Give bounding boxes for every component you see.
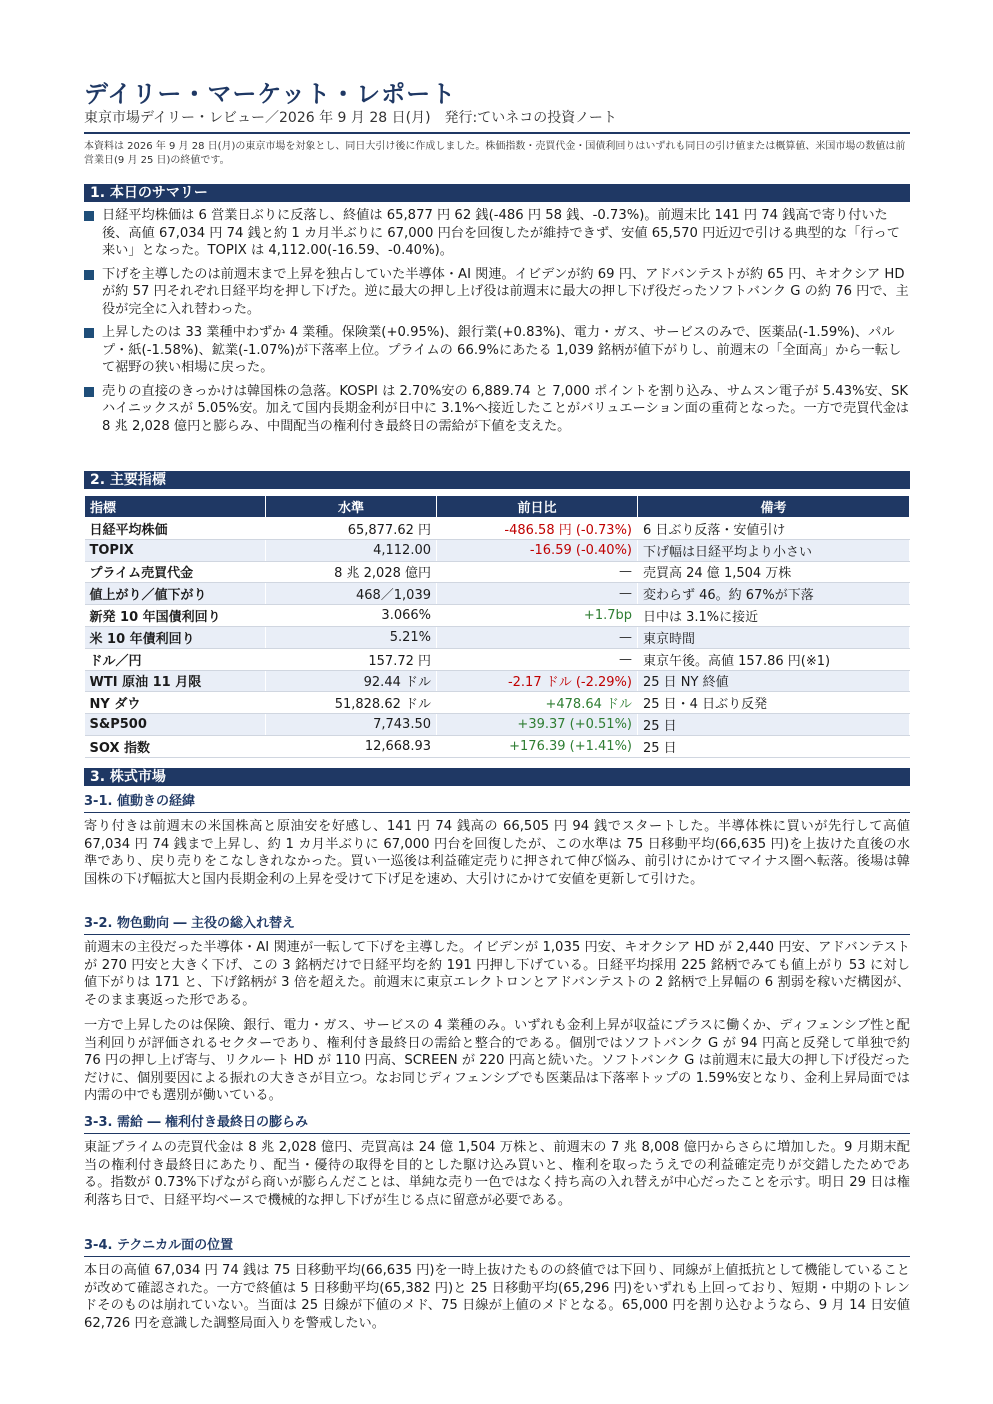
level-cell: 468／1,039 <box>266 583 437 605</box>
note-cell: 25 日 <box>638 714 910 736</box>
note-cell: 25 日 NY 終値 <box>638 670 910 692</box>
summary-bullet <box>84 207 910 260</box>
change-cell: +39.37 (+0.51%) <box>437 714 638 736</box>
indicator-name-cell: 米 10 年債利回り <box>85 626 266 648</box>
page-subtitle: 東京市場デイリー・レビュー／2026 年 9 月 28 日(月) 発行:ていネコの投資ノート <box>84 110 617 126</box>
table-row <box>85 670 910 692</box>
level-cell: 51,828.62 ドル <box>266 692 437 714</box>
indicator-name-cell: 日経平均株価 <box>85 518 266 540</box>
summary-bullet-text: 下げを主導したのは前週末まで上昇を独占していた半導体・AI 関連。イビデンが約 69 円、アドバンテストが約 65 円、キオクシア HD が約 57 円それぞれ日経平均を押し下げた。逆に最大の押し上げ役は前週末に最大の押し下げ役だったソフトバンク G の約 76 円で、主役が完全に入れ替わった。 <box>102 266 909 317</box>
table-row <box>85 561 910 583</box>
indicator-name-cell: TOPIX <box>85 539 266 561</box>
summary-bullet-text: 売りの直接のきっかけは韓国株の急落。KOSPI は 2.70%安の 6,889.74 と 7,000 ポイントを割り込み、サムスン電子が 5.43%安、SK ハイニックスが 5.05%安。加えて国内長期金利が日中に 3.1%へ接近したことがバリュエーション面の重荷となった。一方で売買代金は 8 兆 2,028 億円と膨らみ、中間配当の権利付き最終日の需給が下値を支えた。 <box>102 383 909 434</box>
subsection-heading: 3-3. 需給 ― 権利付き最終日の膨らみ <box>84 1114 910 1134</box>
note-cell: 25 日・4 日ぶり反発 <box>638 692 910 714</box>
note-cell: 売買高 24 億 1,504 万株 <box>638 561 910 583</box>
table-row <box>85 714 910 736</box>
summary-bullets <box>84 207 910 441</box>
indicator-name-cell: NY ダウ <box>85 692 266 714</box>
change-cell: — <box>437 648 638 670</box>
table-row <box>85 648 910 670</box>
column-header-note: 備考 <box>638 496 910 518</box>
table-row <box>85 626 910 648</box>
table-row <box>85 518 910 540</box>
indicators-table <box>84 495 910 758</box>
change-cell: +1.7bp <box>437 605 638 627</box>
table-row <box>85 735 910 757</box>
table-row <box>85 692 910 714</box>
change-cell: -486.58 円 (-0.73%) <box>437 518 638 540</box>
summary-bullet <box>84 266 910 319</box>
column-header-indicator: 指標 <box>85 496 266 518</box>
section-indicators-heading: 2. 主要指標 <box>84 471 910 489</box>
paragraph: 寄り付きは前週末の米国株高と原油安を好感し、141 円 74 銭高の 66,505 円 94 銭でスタートした。半導体株に買いが先行して高値 67,034 円 74 銭まで上昇し、約 1 カ月半ぶりに 67,000 円台を回復したが、この水準は 75 日移動平均(66,635 円)を上抜けた直後の水準であり、戻り売りをこなしきれなかった。買い一巡後は利益確定売りに押されて伸び悩み、前引けにかけてマイナス圏へ転落。後場は韓国株の下げ幅拡大と国内長期金利の上昇を受けて下げ足を速め、大引けにかけて安値を更新して引けた。 <box>84 819 910 887</box>
indicator-name-cell: 新発 10 年国債利回り <box>85 605 266 627</box>
level-cell: 5.21% <box>266 626 437 648</box>
level-cell: 4,112.00 <box>266 539 437 561</box>
indicator-name-cell: プライム売買代金 <box>85 561 266 583</box>
subsection-heading: 3-2. 物色動向 ― 主役の総入れ替え <box>84 915 910 935</box>
indicator-name-cell: 値上がり／値下がり <box>85 583 266 605</box>
level-cell: 92.44 ドル <box>266 670 437 692</box>
note-cell: 日中は 3.1%に接近 <box>638 605 910 627</box>
square-bullet-icon <box>84 387 94 397</box>
summary-bullet <box>84 383 910 436</box>
indicator-name-cell: ドル／円 <box>85 648 266 670</box>
level-cell: 12,668.93 <box>266 735 437 757</box>
change-cell: — <box>437 583 638 605</box>
square-bullet-icon <box>84 270 94 280</box>
table-row <box>85 605 910 627</box>
square-bullet-icon <box>84 211 94 221</box>
table-row <box>85 583 910 605</box>
change-cell: — <box>437 626 638 648</box>
paragraph: 東証プライムの売買代金は 8 兆 2,028 億円、売買高は 24 億 1,504 万株と、前週末の 7 兆 8,008 億円からさらに増加した。9 月期末配当の権利付き最終日にあたり、配当・優待の取得を目的とした駆け込み買いと、権利を取ったうえでの利益確定売りが交錯したためである。指数が 0.73%下げながら商いが膨らんだことは、単純な売り一色ではなく持ち高の入れ替えが中心だったことを示す。明日 29 日は権利落ち日で、日経平均ベースで機械的な押し下げが生じる点に留意が必要である。 <box>84 1140 910 1208</box>
summary-bullet-text: 日経平均株価は 6 営業日ぶりに反落し、終値は 65,877 円 62 銭(-486 円 58 銭、-0.73%)。前週末比 141 円 74 銭高で寄り付いた後、高値 67,034 円 74 銭と約 1 カ月半ぶりに 67,000 円台を回復したが維持できず、安値 65,570 円近辺で引ける典型的な「行って来い」となった。TOPIX は 4,112.00(-16.59、-0.40%)。 <box>102 208 900 258</box>
indicator-name-cell: WTI 原油 11 月限 <box>85 670 266 692</box>
summary-bullet-text: 上昇したのは 33 業種中わずか 4 業種。保険業(+0.95%)、銀行業(+0.83%)、電力・ガス、サービスのみで、医薬品(-1.59%)、パルプ・紙(-1.58%)、鉱業(-1.07%)が下落率上位。プライムの 66.9%にあたる 1,039 銘柄が値下がりし、前週末の「全面高」から一転して裾野の狭い相場に戻った。 <box>102 325 902 375</box>
indicators-table-body <box>85 518 910 758</box>
note-cell: 25 日 <box>638 735 910 757</box>
change-cell: +478.64 ドル <box>437 692 638 714</box>
section-summary-heading: 1. 本日のサマリー <box>84 184 910 202</box>
paragraph: 前週末の主役だった半導体・AI 関連が一転して下げを主導した。イビデンが 1,035 円安、キオクシア HD が 2,440 円安、アドバンテストが 270 円安と大きく下げ、この 3 銘柄だけで日経平均を約 191 円押し下げている。日経平均採用 225 銘柄でみても値上がり 53 に対し値下がりは 171 と、下げ銘柄が 3 倍を超えた。前週末に東京エレクトロンとアドバンテストの 2 銘柄で上昇幅の 6 割弱を稼いだ構図が、そのまま裏返った形である。 <box>84 940 910 1008</box>
level-cell: 157.72 円 <box>266 648 437 670</box>
table-header-row <box>85 496 910 518</box>
summary-bullet <box>84 324 910 377</box>
table-row <box>85 539 910 561</box>
header-divider <box>84 132 910 134</box>
section-equity-heading: 3. 株式市場 <box>84 768 910 786</box>
indicator-name-cell: SOX 指数 <box>85 735 266 757</box>
square-bullet-icon <box>84 328 94 338</box>
paragraph: 一方で上昇したのは保険、銀行、電力・ガス、サービスの 4 業種のみ。いずれも金利上昇が収益にプラスに働くか、ディフェンシブ性と配当利回りが評価されるセクターであり、権利付き最終日の需給と整合的である。個別ではソフトバンク G が 94 円高と反発して単独で約 76 円の押し上げ寄与、リクルート HD が 110 円高、SCREEN が 220 円高と続いた。ソフトバンク G は前週末に最大の押し下げ役だっただけに、個別要因による振れの大きさが目立つ。なお同じディフェンシブでも医薬品は下落率トップの 1.59%安となり、金利上昇局面では内需の中でも選別が働いている。 <box>84 1018 910 1103</box>
page-title: デイリー・マーケット・レポート <box>84 80 457 108</box>
change-cell: — <box>437 561 638 583</box>
column-header-level: 水準 <box>266 496 437 518</box>
disclaimer-note: 本資料は 2026 年 9 月 28 日(月)の東京市場を対象とし、同日大引け後に作成しました。株価指数・売買代金・国債利回りはいずれも同日の引け値または概算値、米国市場の数値は前営業日(9 月 25 日)の終値です。 <box>84 141 906 166</box>
subsection-heading: 3-1. 値動きの経緯 <box>84 793 910 813</box>
change-cell: -16.59 (-0.40%) <box>437 539 638 561</box>
indicator-name-cell: S&P500 <box>85 714 266 736</box>
note-cell: 東京午後。高値 157.86 円(※1) <box>638 648 910 670</box>
paragraph: 本日の高値 67,034 円 74 銭は 75 日移動平均(66,635 円)を一時上抜けたものの終値では下回り、同線が上値抵抗として機能していることが改めて確認された。一方で終値は 5 日移動平均(65,382 円)と 25 日移動平均(65,296 円)をいずれも上回っており、短期・中期のトレンドそのものは崩れていない。当面は 25 日線が下値のメド、75 日線が上値のメドとなる。65,000 円を割り込むようなら、9 月 14 日安値 62,726 円を意識した調整局面入りを警戒したい。 <box>84 1263 910 1331</box>
change-cell: +176.39 (+1.41%) <box>437 735 638 757</box>
note-cell: 変わらず 46。約 67%が下落 <box>638 583 910 605</box>
change-cell: -2.17 ドル (-2.29%) <box>437 670 638 692</box>
level-cell: 7,743.50 <box>266 714 437 736</box>
column-header-change: 前日比 <box>437 496 638 518</box>
level-cell: 8 兆 2,028 億円 <box>266 561 437 583</box>
subsection-heading: 3-4. テクニカル面の位置 <box>84 1237 910 1257</box>
note-cell: 下げ幅は日経平均より小さい <box>638 539 910 561</box>
level-cell: 3.066% <box>266 605 437 627</box>
note-cell: 東京時間 <box>638 626 910 648</box>
level-cell: 65,877.62 円 <box>266 518 437 540</box>
note-cell: 6 日ぶり反落・安値引け <box>638 518 910 540</box>
